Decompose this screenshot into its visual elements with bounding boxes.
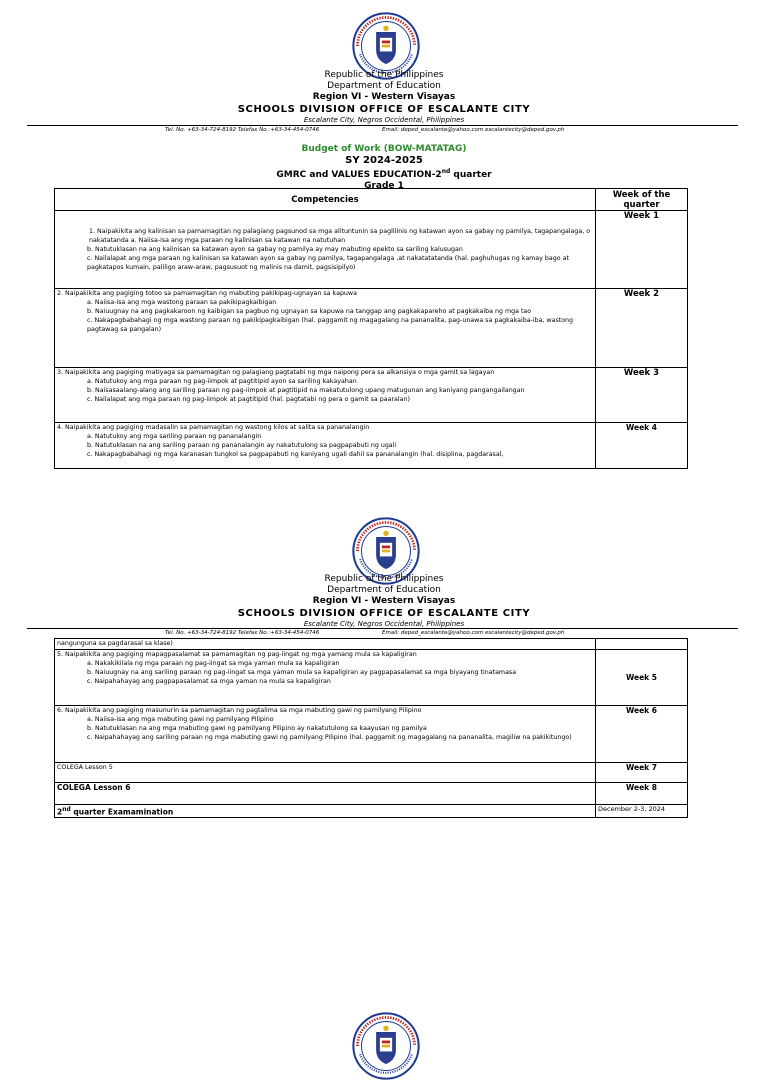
colega-6-cell: COLEGA Lesson 6	[55, 783, 596, 805]
table-row	[55, 650, 688, 706]
republic-line: Republic of the Philippines	[324, 574, 444, 584]
competency-cell: 1. Naipakikita ang kalinisan sa pamamagitan ng palagiang pagsunod sa mga alituntunin sa paglilinis ng katawan ayon sa gabay ng pamilya, tagapangalaga, o nakatatanda a. Naiisa-isa ang mga paraan ng kalinisan sa katawan na natutuhan b. Natutuklasan na ang kalinisan sa katawan ayon sa gabay ng pamilya ay may mabuting epekto sa sariling kalusugan c. Nailalapat ang mga paraan ng kalinisan sa katawan ayon sa gabay ng pamilya, tagapangalaga ,at nakatatatanda (hal. paghuhugas ng kamay bago at pagkatapos kumain, paliligo araw-araw, pagsusuot ng malinis na damit, pagsisipilyo)	[55, 211, 596, 289]
competency-cell: 5. Naipakikita ang pagiging mapagpasalamat sa pamamagitan ng pag-iingat ng mga yamang mula sa kapaligiran a. Nakakikilala ng mga paraan ng pag-iingat sa mga yaman mula sa kapaligiran b. Naiuugnay na ang sariling paraan ng pag-iingat sa mga yaman mula sa kapaligiran ay pagpapasalamat sa mga biyayang tinatamasa c. Naipahahayag ang pagpapasalamat sa mga yaman na mula sa kapaligiran	[55, 650, 596, 706]
page-2	[0, 505, 768, 835]
colega-5-cell: COLEGA Lesson 5	[55, 763, 596, 783]
bow-table-1	[54, 188, 688, 469]
week-cell: Week 7	[596, 763, 688, 783]
exam-cell: 2nd quarter Examamination	[55, 805, 596, 818]
table-row	[55, 805, 688, 818]
address-line: Escalante City, Negros Occidental, Philippines	[303, 620, 465, 628]
header-rule	[27, 628, 738, 629]
week-cell: Week 5	[596, 650, 688, 706]
table-row	[55, 423, 688, 469]
week-cell: Week 2	[596, 289, 688, 368]
table-row	[55, 211, 688, 289]
page-1	[0, 0, 768, 490]
subject-title: GMRC and VALUES EDUCATION-2nd quarter	[276, 168, 492, 180]
competency-cell: 4. Naipakikita ang pagiging madasalin sa pamamagitan ng wastong kilos at salita sa pananalangin a. Natutukoy ang mga sariling paraan ng pananalangin b. Natutuklasan na ang sariling paraan ng pananalangin ay nakatutulong sa pagpapabuti ng ugali c. Nakapagbabahagi ng mga karanasan tungkol sa pagpapabuti ng kaniyang ugali dahil sa pananalangin (hal. disiplina, pagdarasal,	[55, 423, 596, 469]
table-row	[55, 763, 688, 783]
bow-table-2	[54, 638, 688, 818]
address-line: Escalante City, Negros Occidental, Philippines	[303, 116, 465, 124]
region-line: Region VI - Western Visayas	[312, 596, 456, 606]
email-info: Email: deped_escalante@yahoo.com escalantecity@deped.gov.ph	[382, 127, 565, 133]
col-week: Week of the quarter	[596, 189, 688, 211]
division-line: SCHOOLS DIVISION OFFICE OF ESCALANTE CITY	[237, 608, 531, 619]
competency-cell: 3. Naipakikita ang pagiging matiyaga sa pamamagitan ng palagiang pagtatabi ng mga naipong pera sa alkansiya o mga gamit sa lagayan a. Natutukoy ang mga paraan ng pag-iimpok at pagtitipid ayon sa sariling kakayahan b. Naisasaalang-alang ang sariling paraan ng pag-iimpok at pagtitipid na makatutulong upang matugunan ang kaniyang pangangailangan c. Nailalapat ang mga paraan ng pag-iimpok at pagtitipid (hal. pagtatabi ng pera o gamit sa paaralan)	[55, 368, 596, 423]
table-row	[55, 783, 688, 805]
grade-title: Grade 1	[364, 181, 404, 191]
week-cell: Week 4	[596, 423, 688, 469]
school-year: SY 2024-2025	[345, 155, 423, 166]
tel-info: Tel. No. +63-34-724-8192 Telefax No.:+63-34-454-0746	[165, 630, 320, 636]
week-cell: Week 1	[596, 211, 688, 289]
division-line: SCHOOLS DIVISION OFFICE OF ESCALANTE CITY	[237, 104, 531, 115]
document-titles	[0, 144, 768, 192]
bow-title: Budget of Work (BOW-MATATAG)	[301, 144, 467, 154]
letterhead	[0, 70, 768, 125]
department-line: Department of Education	[327, 585, 441, 595]
continuation-cell: nangunguna sa pagdarasal sa klase)	[55, 639, 596, 650]
republic-line: Republic of the Philippines	[324, 70, 444, 80]
table-row	[55, 706, 688, 763]
region-line: Region VI - Western Visayas	[312, 92, 456, 102]
table-row	[55, 368, 688, 423]
table-row	[55, 289, 688, 368]
week-cell: Week 8	[596, 783, 688, 805]
email-info: Email: deped_escalante@yahoo.com escalantecity@deped.gov.ph	[382, 630, 565, 636]
competency-cell: 6. Naipakikita ang pagiging masunurin sa pamamagitan ng pagtalima sa mga mabuting gawi ng pamilyang Pilipino a. Naiisa-isa ang mga mabuting gawi ng pamilyang Pilipino b. Natutuklasan na ang mga mabuting gawi ng pamilyang Pilipino ay nakatutulong sa kaayusan ng pamilya c. Naipahahayag ang sariling paraan ng mga mabuting gawi ng pamilyang Pilipino (hal. paggamit ng magagalang na pananalita, magiliw na pakikitungo)	[55, 706, 596, 763]
department-line: Department of Education	[327, 81, 441, 91]
tel-info: Tel. No. +63-34-724-8192 Telefax No.:+63-34-454-0746	[165, 127, 320, 133]
exam-date-cell: December 2-3, 2024	[596, 805, 688, 818]
competency-cell: 2. Naipakikita ang pagiging totoo sa pamamagitan ng mabuting pakikipag-ugnayan sa kapuwa a. Naiisa-isa ang mga wastong paraan sa pakikipagkaibigan b. Naiuugnay na ang pagkakaroon ng kaibigan sa pagbuo ng ugnayan sa kapuwa na tanggap ang pagkakapareho at pagkakaiba ng mga tao c. Nakapagbabahagi ng mga wastong paraan ng pakikipagkaibigan (hal. paggamit ng magagalang na pananalita, pag-unawa sa pagkakaiba-iba, wastong pagtawag sa pangalan)	[55, 289, 596, 368]
week-cell: Week 6	[596, 706, 688, 763]
table-row	[55, 639, 688, 650]
deped-seal-icon	[352, 1012, 420, 1080]
header-rule	[27, 125, 738, 126]
week-cell	[596, 639, 688, 650]
col-competencies: Competencies	[55, 189, 596, 211]
letterhead	[0, 574, 768, 629]
week-cell: Week 3	[596, 368, 688, 423]
